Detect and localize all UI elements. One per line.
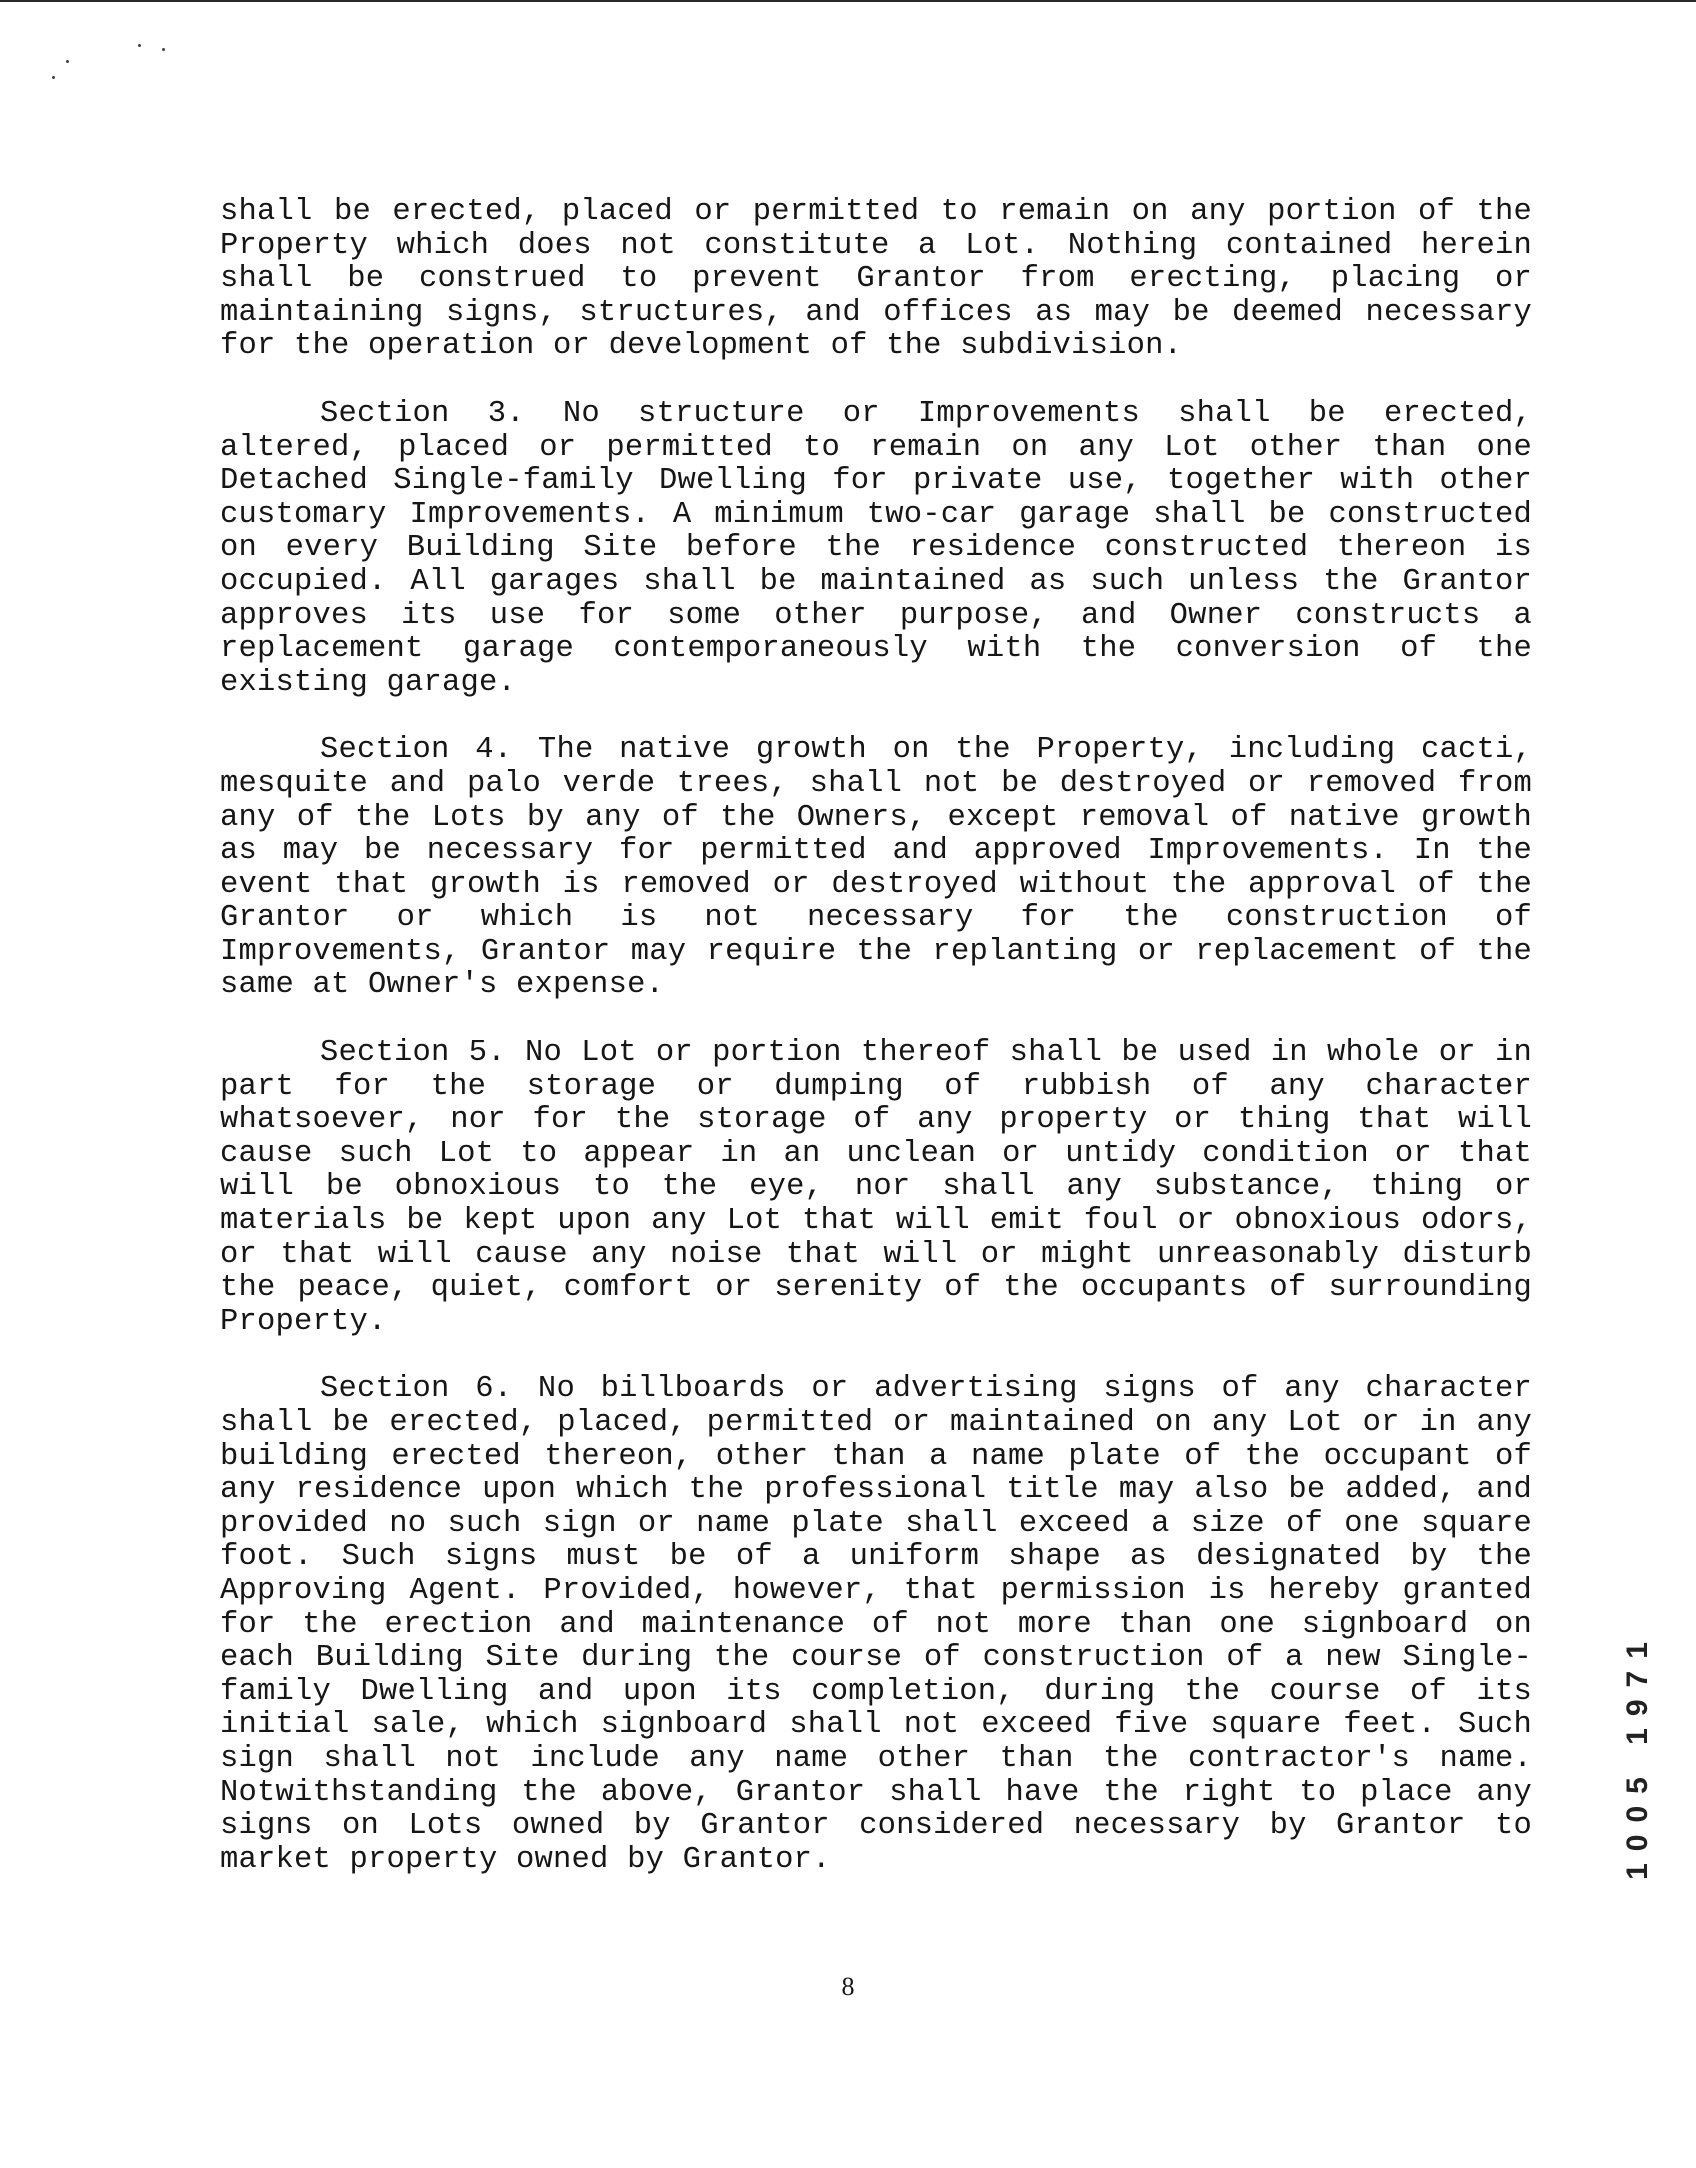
paragraph-section-3: Section 3. No structure or Improvements shall be erected, altered, placed or permitted to remain on any Lot other than one Detached Single-family Dwelling for private use, together with other customary Improvements. A minimum two-car garage shall be constructed on every Building Site before the residence constructed thereon is occupied. All garages shall be maintained as such unless the Grantor approves its use for some other purpose, and Owner constructs a replacement garage contemporaneously with the conversion of the existing garage. [220,396,1532,700]
paragraph-section-4: Section 4. The native growth on the Property, including cacti, mesquite and palo verde trees, shall not be destroyed or removed from any of the Lots by any of the Owners, except removal of native growth as may be necessary for permitted and approved Improvements. In the event that growth is removed or destroyed without the approval of the Grantor or which is not necessary for the construction of Improvements, Grantor may require the replanting or replacement of the same at Owner's expense. [220,733,1532,1003]
scan-speck [52,76,55,79]
scan-top-edge [0,0,1696,2]
scan-speck [66,60,69,63]
paragraph-continuation: shall be erected, placed or permitted to remain on any portion of the Property which does not constitute a Lot. Nothing contained herein shall be construed to prevent Grantor from erecting, placing or maintaining signs, structures, and offices as may be deemed necessary for the operation or development of the subdivision. [220,195,1532,364]
scan-speck [162,48,165,51]
paragraph-section-6: Section 6. No billboards or advertising signs of any character shall be erected, placed, permitted or maintained on any Lot or in any building erected thereon, other than a name plate of the occupant of any residence upon which the professional title may also be added, and provided no such sign or name plate shall exceed a size of one square foot. Such signs must be of a uniform shape as designated by the Approving Agent. Provided, however, that permission is hereby granted for the erection and maintenance of not more than one signboard on each Building Site during the course of construction of a new Single-family Dwelling and upon its completion, during the course of its initial sale, which signboard shall not exceed five square feet. Such sign shall not include any name other than the contractor's name. Notwithstanding the above, Grantor shall have the right to place any signs on Lots owned by Grantor considered necessary by Grantor to market property owned by Grantor. [220,1372,1532,1877]
scan-speck [138,44,141,47]
document-body [220,196,1532,1911]
side-stamp-text: 1005 1971 [1621,1630,1654,1880]
paragraph-section-5: Section 5. No Lot or portion thereof shall be used in whole or in part for the storage or dumping of rubbish of any character whatsoever, nor for the storage of any property or thing that will cause such Lot to appear in an unclean or untidy condition or that will be obnoxious to the eye, nor shall any substance, thing or materials be kept upon any Lot that will emit foul or obnoxious odors, or that will cause any noise that will or might unreasonably disturb the peace, quiet, comfort or serenity of the occupants of surrounding Property. [220,1036,1532,1339]
page-number: 8 [841,1972,855,2001]
side-recording-stamp [1618,1585,1658,1925]
